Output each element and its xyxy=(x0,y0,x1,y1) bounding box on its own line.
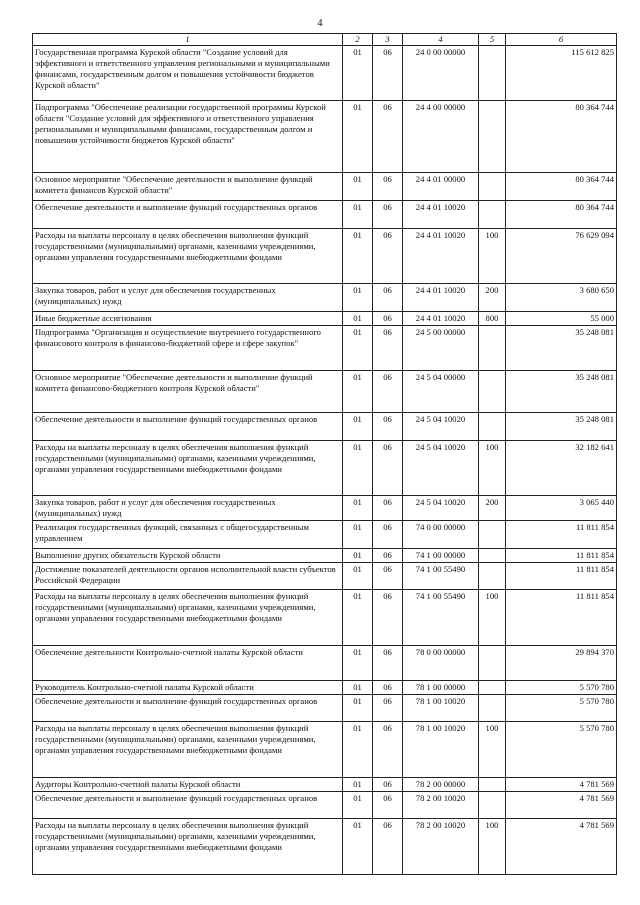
row-subsection: 06 xyxy=(373,681,403,695)
row-expense-type xyxy=(479,173,506,201)
row-target-article: 78 2 00 10020 xyxy=(403,792,479,819)
table-row xyxy=(33,312,617,326)
row-target-article: 24 5 04 10020 xyxy=(403,441,479,496)
table-row xyxy=(33,201,617,229)
row-subsection: 06 xyxy=(373,646,403,681)
row-target-article: 74 1 00 00000 xyxy=(403,549,479,563)
row-name: Руководитель Контрольно-счетной палаты Курской области xyxy=(33,681,343,695)
row-amount: 3 680 650 xyxy=(506,284,617,312)
table-row xyxy=(33,173,617,201)
row-amount: 11 811 854 xyxy=(506,563,617,590)
row-expense-type xyxy=(479,778,506,792)
row-name: Закупка товаров, работ и услуг для обеспечения государственных (муниципальных) нужд xyxy=(33,284,343,312)
row-amount: 32 182 641 xyxy=(506,441,617,496)
row-amount: 5 570 780 xyxy=(506,722,617,778)
row-subsection: 06 xyxy=(373,819,403,875)
row-name: Расходы на выплаты персоналу в целях обеспечения выполнения функций государственными (муниципальными) органами, казенными учреждениями, органами управления государственными внебюджетными фондами xyxy=(33,819,343,875)
row-name: Подпрограмма "Организация и осуществление внутреннего государственного финансового контроля в финансово-бюджетной сфере и сфере закупок" xyxy=(33,326,343,371)
row-target-article: 78 1 00 00000 xyxy=(403,681,479,695)
table-row xyxy=(33,563,617,590)
row-section: 01 xyxy=(343,681,373,695)
row-expense-type xyxy=(479,681,506,695)
row-amount: 29 894 370 xyxy=(506,646,617,681)
row-subsection: 06 xyxy=(373,201,403,229)
row-subsection: 06 xyxy=(373,312,403,326)
row-section: 01 xyxy=(343,792,373,819)
row-name: Расходы на выплаты персоналу в целях обеспечения выполнения функций государственными (муниципальными) органами, казенными учреждениями, органами управления государственными внебюджетными фондами xyxy=(33,441,343,496)
row-section: 01 xyxy=(343,496,373,521)
row-expense-type xyxy=(479,46,506,101)
row-section: 01 xyxy=(343,312,373,326)
row-section: 01 xyxy=(343,173,373,201)
table-row xyxy=(33,646,617,681)
row-name: Подпрограмма "Обеспечение реализации государственной программы Курской области "Создание условий для эффективного и ответственного управления региональными и муниципальными финансами, государственным долгом и повышения устойчивости бюджетов Курской области" xyxy=(33,101,343,173)
table-row xyxy=(33,722,617,778)
row-expense-type xyxy=(479,326,506,371)
row-section: 01 xyxy=(343,695,373,722)
row-target-article: 24 5 00 00000 xyxy=(403,326,479,371)
table-row xyxy=(33,549,617,563)
row-expense-type xyxy=(479,101,506,173)
page-number: 4 xyxy=(317,18,323,29)
row-subsection: 06 xyxy=(373,441,403,496)
row-subsection: 06 xyxy=(373,284,403,312)
row-amount: 115 612 825 xyxy=(506,46,617,101)
row-amount: 4 781 569 xyxy=(506,819,617,875)
row-amount: 3 065 440 xyxy=(506,496,617,521)
table-row xyxy=(33,778,617,792)
row-expense-type: 100 xyxy=(479,819,506,875)
row-amount: 35 248 081 xyxy=(506,326,617,371)
row-expense-type: 800 xyxy=(479,312,506,326)
row-subsection: 06 xyxy=(373,563,403,590)
row-expense-type xyxy=(479,695,506,722)
row-subsection: 06 xyxy=(373,590,403,646)
row-name: Расходы на выплаты персоналу в целях обеспечения выполнения функций государственными (муниципальными) органами, казенными учреждениями, органами управления государственными внебюджетными фондами xyxy=(33,590,343,646)
row-section: 01 xyxy=(343,326,373,371)
row-name: Выполнение других обязательств Курской области xyxy=(33,549,343,563)
row-section: 01 xyxy=(343,284,373,312)
row-section: 01 xyxy=(343,201,373,229)
row-target-article: 78 2 00 10020 xyxy=(403,819,479,875)
row-section: 01 xyxy=(343,101,373,173)
row-amount: 11 811 854 xyxy=(506,549,617,563)
row-name: Обеспечение деятельности и выполнение функций государственных органов xyxy=(33,695,343,722)
row-target-article: 24 0 00 00000 xyxy=(403,46,479,101)
table-row xyxy=(33,284,617,312)
row-name: Достижение показателей деятельности органов исполнительной власти субъектов Российской Федерации xyxy=(33,563,343,590)
row-target-article: 74 1 00 55490 xyxy=(403,590,479,646)
row-amount: 35 248 081 xyxy=(506,371,617,413)
table-row xyxy=(33,819,617,875)
row-amount: 80 364 744 xyxy=(506,101,617,173)
row-section: 01 xyxy=(343,722,373,778)
row-amount: 4 781 569 xyxy=(506,792,617,819)
row-name: Расходы на выплаты персоналу в целях обеспечения выполнения функций государственными (муниципальными) органами, казенными учреждениями, органами управления государственными внебюджетными фондами xyxy=(33,722,343,778)
row-section: 01 xyxy=(343,229,373,284)
row-name: Основное мероприятие "Обеспечение деятельности и выполнение функций комитета финансово-бюджетного контроля Курской области" xyxy=(33,371,343,413)
row-expense-type xyxy=(479,792,506,819)
row-subsection: 06 xyxy=(373,413,403,441)
row-subsection: 06 xyxy=(373,101,403,173)
row-target-article: 24 4 01 10020 xyxy=(403,229,479,284)
row-target-article: 24 5 04 10020 xyxy=(403,496,479,521)
table-header-row xyxy=(33,34,617,46)
row-target-article: 74 1 00 55490 xyxy=(403,563,479,590)
row-section: 01 xyxy=(343,563,373,590)
row-amount: 11 811 854 xyxy=(506,521,617,549)
row-target-article: 24 4 01 10020 xyxy=(403,312,479,326)
row-section: 01 xyxy=(343,441,373,496)
row-target-article: 78 1 00 10020 xyxy=(403,722,479,778)
row-section: 01 xyxy=(343,549,373,563)
table-row xyxy=(33,441,617,496)
row-amount: 5 570 780 xyxy=(506,681,617,695)
row-amount: 76 629 094 xyxy=(506,229,617,284)
row-expense-type xyxy=(479,646,506,681)
row-target-article: 24 4 01 10020 xyxy=(403,284,479,312)
row-section: 01 xyxy=(343,646,373,681)
row-name: Реализация государственных функций, связанных с общегосударственным управлением xyxy=(33,521,343,549)
row-expense-type: 100 xyxy=(479,722,506,778)
row-target-article: 24 4 00 00000 xyxy=(403,101,479,173)
row-subsection: 06 xyxy=(373,496,403,521)
table-row xyxy=(33,326,617,371)
row-name: Расходы на выплаты персоналу в целях обеспечения выполнения функций государственными (муниципальными) органами, казенными учреждениями, органами управления государственными внебюджетными фондами xyxy=(33,229,343,284)
row-expense-type: 100 xyxy=(479,229,506,284)
row-amount: 5 570 780 xyxy=(506,695,617,722)
column-header: 4 xyxy=(403,34,479,46)
row-subsection: 06 xyxy=(373,326,403,371)
row-name: Обеспечение деятельности и выполнение функций государственных органов xyxy=(33,201,343,229)
row-expense-type: 100 xyxy=(479,441,506,496)
row-amount: 80 364 744 xyxy=(506,173,617,201)
row-subsection: 06 xyxy=(373,46,403,101)
row-name: Обеспечение деятельности Контрольно-счетной палаты Курской области xyxy=(33,646,343,681)
row-section: 01 xyxy=(343,521,373,549)
row-target-article: 24 5 04 10020 xyxy=(403,413,479,441)
table-row xyxy=(33,46,617,101)
row-amount: 55 000 xyxy=(506,312,617,326)
column-header: 3 xyxy=(373,34,403,46)
row-name: Основное мероприятие "Обеспечение деятельности и выполнение функций комитета финансов Курской области" xyxy=(33,173,343,201)
row-target-article: 78 2 00 00000 xyxy=(403,778,479,792)
row-subsection: 06 xyxy=(373,792,403,819)
column-header: 1 xyxy=(33,34,343,46)
column-header: 6 xyxy=(506,34,617,46)
budget-table xyxy=(32,33,617,875)
row-expense-type xyxy=(479,563,506,590)
row-expense-type xyxy=(479,521,506,549)
row-target-article: 24 4 01 00000 xyxy=(403,173,479,201)
row-subsection: 06 xyxy=(373,549,403,563)
table-row xyxy=(33,590,617,646)
table-row xyxy=(33,521,617,549)
row-expense-type xyxy=(479,201,506,229)
row-section: 01 xyxy=(343,778,373,792)
row-subsection: 06 xyxy=(373,521,403,549)
row-subsection: 06 xyxy=(373,722,403,778)
row-subsection: 06 xyxy=(373,695,403,722)
row-name: Иные бюджетные ассигнования xyxy=(33,312,343,326)
row-subsection: 06 xyxy=(373,173,403,201)
row-section: 01 xyxy=(343,371,373,413)
row-name: Закупка товаров, работ и услуг для обеспечения государственных (муниципальных) нужд xyxy=(33,496,343,521)
row-subsection: 06 xyxy=(373,371,403,413)
table-row xyxy=(33,695,617,722)
table-row xyxy=(33,229,617,284)
row-target-article: 78 1 00 10020 xyxy=(403,695,479,722)
column-header: 2 xyxy=(343,34,373,46)
row-section: 01 xyxy=(343,46,373,101)
row-amount: 11 811 854 xyxy=(506,590,617,646)
table-row xyxy=(33,371,617,413)
row-section: 01 xyxy=(343,413,373,441)
row-name: Обеспечение деятельности и выполнение функций государственных органов xyxy=(33,792,343,819)
row-expense-type: 200 xyxy=(479,496,506,521)
row-subsection: 06 xyxy=(373,229,403,284)
row-target-article: 24 4 01 10020 xyxy=(403,201,479,229)
table-body xyxy=(33,46,617,875)
column-header: 5 xyxy=(479,34,506,46)
row-section: 01 xyxy=(343,590,373,646)
row-expense-type: 100 xyxy=(479,590,506,646)
table-row xyxy=(33,496,617,521)
row-target-article: 74 0 00 00000 xyxy=(403,521,479,549)
row-name: Государственная программа Курской области "Создание условий для эффективного и ответственного управления региональными и муниципальными финансами, государственным долгом и повышения устойчивости бюджетов Курской области" xyxy=(33,46,343,101)
row-name: Аудиторы Контрольно-счетной палаты Курской области xyxy=(33,778,343,792)
row-amount: 35 248 081 xyxy=(506,413,617,441)
row-amount: 80 364 744 xyxy=(506,201,617,229)
table-row xyxy=(33,101,617,173)
row-subsection: 06 xyxy=(373,778,403,792)
row-name: Обеспечение деятельности и выполнение функций государственных органов xyxy=(33,413,343,441)
row-expense-type xyxy=(479,549,506,563)
row-amount: 4 781 569 xyxy=(506,778,617,792)
table-row xyxy=(33,681,617,695)
row-expense-type xyxy=(479,371,506,413)
row-target-article: 24 5 04 00000 xyxy=(403,371,479,413)
row-expense-type xyxy=(479,413,506,441)
row-expense-type: 200 xyxy=(479,284,506,312)
row-section: 01 xyxy=(343,819,373,875)
table-row xyxy=(33,413,617,441)
row-target-article: 78 0 00 00000 xyxy=(403,646,479,681)
table-row xyxy=(33,792,617,819)
